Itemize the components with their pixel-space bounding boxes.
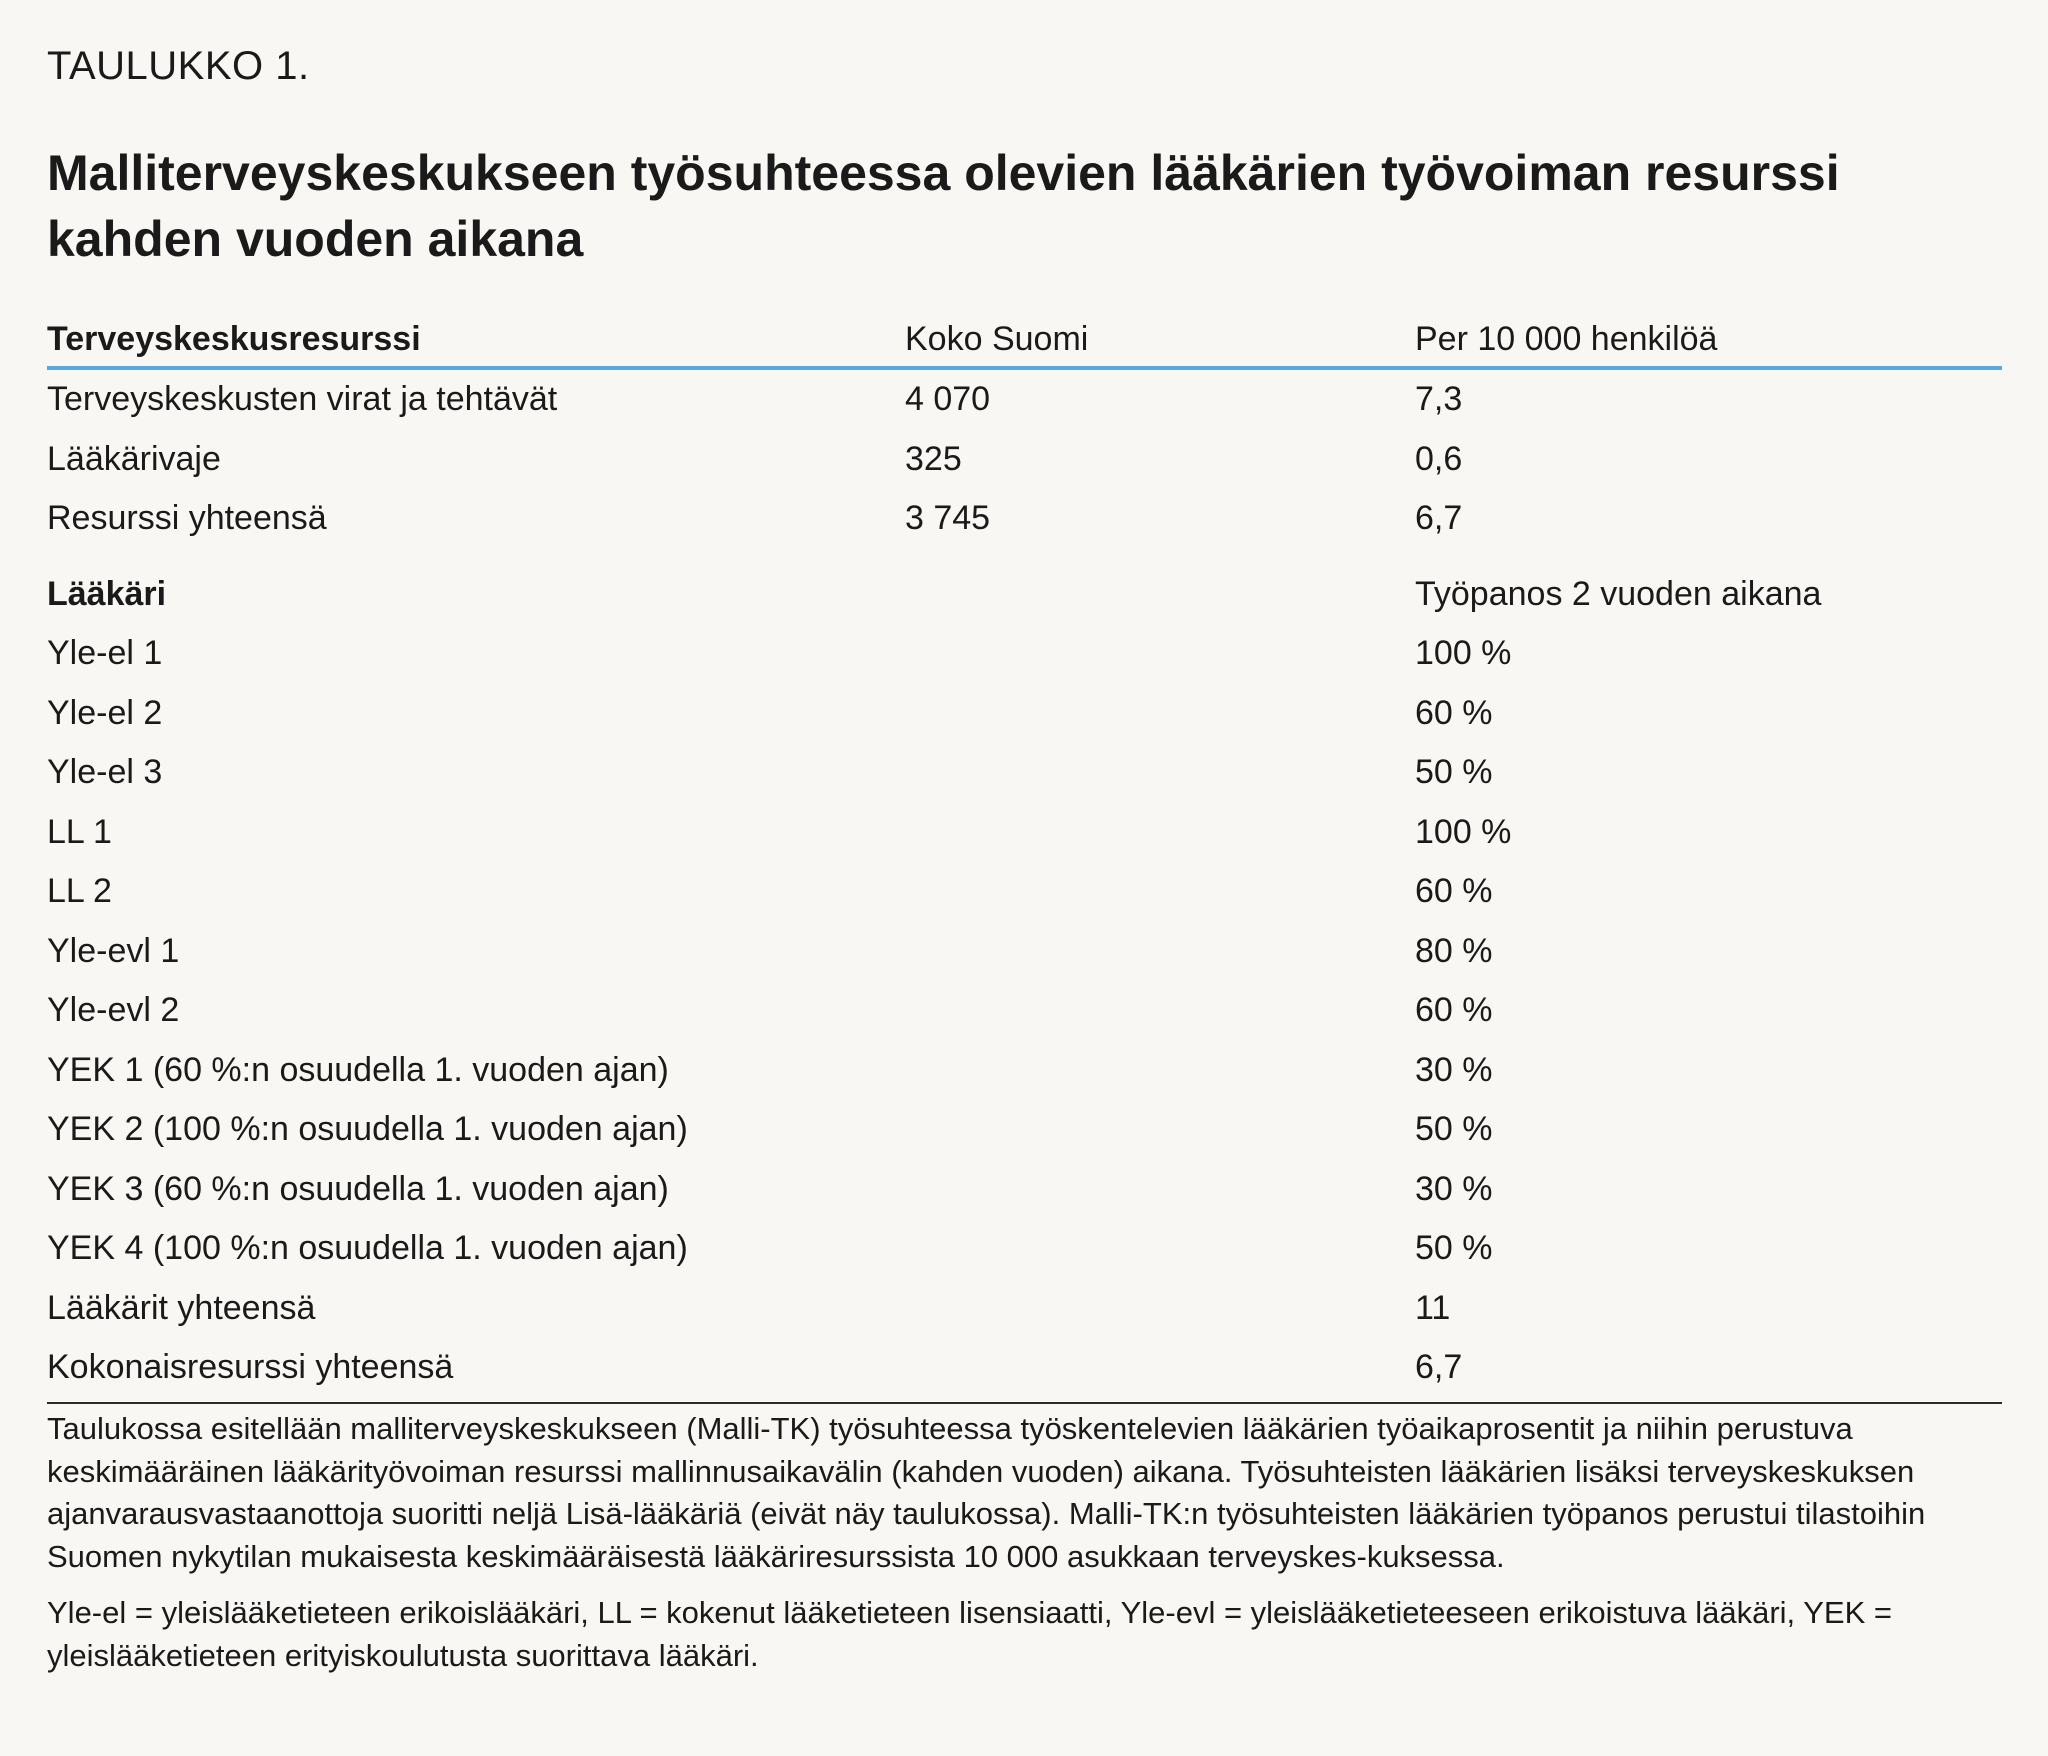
table-cell: YEK 3 (60 %:n osuudella 1. vuoden ajan) [47, 1169, 669, 1208]
header-cell: Lääkäri [47, 574, 167, 613]
table-row [47, 684, 2002, 744]
table-row [47, 430, 2002, 490]
section2-body [47, 624, 2002, 1398]
table-label: TAULUKKO 1. [47, 44, 310, 88]
table-cell: Kokonaisresurssi yhteensä [47, 1348, 454, 1386]
table-row [47, 1041, 2002, 1101]
table-row [47, 1160, 2002, 1220]
table-cell: 60 % [1415, 991, 1493, 1029]
table-cell: 100 % [1415, 634, 1512, 672]
table-cell: YEK 2 (100 %:n osuudella 1. vuoden ajan) [47, 1110, 688, 1148]
table-cell: Yle-evl 1 [47, 931, 180, 970]
table-cell: Yle-el 3 [47, 753, 163, 791]
note-paragraph: Taulukossa esitellään malliterveyskeskukseen (Malli-TK) työsuhteessa työskentelevien lääkärien työaikaprosentit ja niihin perustuva keskimääräinen lääkärityövoiman resurssi mallinnusaikavälin (kahden vuoden) aikana. Työsuhteisten lääkärien lisäksi terveyskeskuksen ajanvarausvastaanottoja suoritti neljä Lisä-lääkäriä (eivät näy taulukossa). Malli-TK:n työsuhteisten lääkärien työpanos perustui tilastoihin Suomen nykytilan mukaisesta keskimääräisestä lääkäriresurssista 10 000 asukkaan terveyskes-kuksessa. [47, 1411, 1926, 1574]
resource-table [47, 312, 2002, 1404]
table-cell: 30 % [1415, 1050, 1493, 1089]
table-cell: 60 % [1415, 693, 1493, 732]
header-cell: Työpanos 2 vuoden aikana [1415, 574, 1822, 613]
table-cell: LL 1 [47, 812, 112, 851]
table-row [47, 1100, 2002, 1160]
abbreviation-note: Yle-el = yleislääketieteen erikoislääkäri, LL = kokenut lääketieteen lisensiaatti, Yle-evl = yleislääketieteeseen erikoistuva lääkäri, YEK = yleislääketieteen erityiskoulutusta suorittava lääkäri. [47, 1595, 1892, 1673]
table-cell: Yle-el 2 [47, 693, 163, 732]
section2-header-row [47, 565, 2002, 625]
table-cell: Lääkärivaje [47, 439, 221, 478]
table-row [47, 1219, 2002, 1279]
table-cell: 30 % [1415, 1169, 1493, 1208]
table-cell: 80 % [1415, 931, 1493, 970]
table-row [47, 803, 2002, 863]
table-title: Malliterveyskeskukseen työsuhteessa olevien lääkärien työvoiman resurssi kahden vuoden aikana [47, 145, 1840, 267]
header-cell: Per 10 000 henkilöä [1415, 320, 1718, 358]
table-bottom-divider [47, 1402, 2002, 1404]
table-cell: 50 % [1415, 1110, 1493, 1148]
table-cell: 100 % [1415, 812, 1512, 851]
section-gap [47, 549, 2002, 565]
table-row [47, 1338, 2002, 1398]
table-cell: 50 % [1415, 1229, 1493, 1267]
table-cell: 60 % [1415, 872, 1493, 910]
table-cell: 6,7 [1415, 1348, 1463, 1386]
table-cell: YEK 1 (60 %:n osuudella 1. vuoden ajan) [47, 1050, 669, 1089]
table-cell: 325 [905, 439, 962, 478]
table-cell: 0,6 [1415, 439, 1463, 478]
table-row [47, 922, 2002, 982]
table-cell: 3 745 [905, 499, 991, 537]
table-row [47, 743, 2002, 803]
table-row [47, 981, 2002, 1041]
table-row [47, 862, 2002, 922]
table-cell: 11 [1415, 1288, 1451, 1327]
table-row [47, 1279, 2002, 1339]
header-cell: Terveyskeskusresurssi [47, 320, 421, 358]
table-row [47, 489, 2002, 549]
table-cell: 7,3 [1415, 380, 1463, 418]
header-cell: Koko Suomi [905, 320, 1089, 358]
section1-body [47, 370, 2002, 549]
section1-header-row [47, 312, 2002, 366]
table-cell: 6,7 [1415, 499, 1463, 537]
table-cell: Yle-el 1 [47, 634, 163, 672]
table-notes [47, 1408, 2002, 1677]
table-cell: YEK 4 (100 %:n osuudella 1. vuoden ajan) [47, 1229, 688, 1267]
table-cell: 4 070 [905, 380, 991, 418]
table-cell: Terveyskeskusten virat ja tehtävät [47, 380, 558, 418]
table-cell: Resurssi yhteensä [47, 499, 327, 537]
table-cell: 50 % [1415, 753, 1493, 791]
table-row [47, 370, 2002, 430]
table-cell: Lääkärit yhteensä [47, 1288, 316, 1327]
table-row [47, 624, 2002, 684]
table-cell: Yle-evl 2 [47, 991, 180, 1029]
table-cell: LL 2 [47, 872, 112, 910]
